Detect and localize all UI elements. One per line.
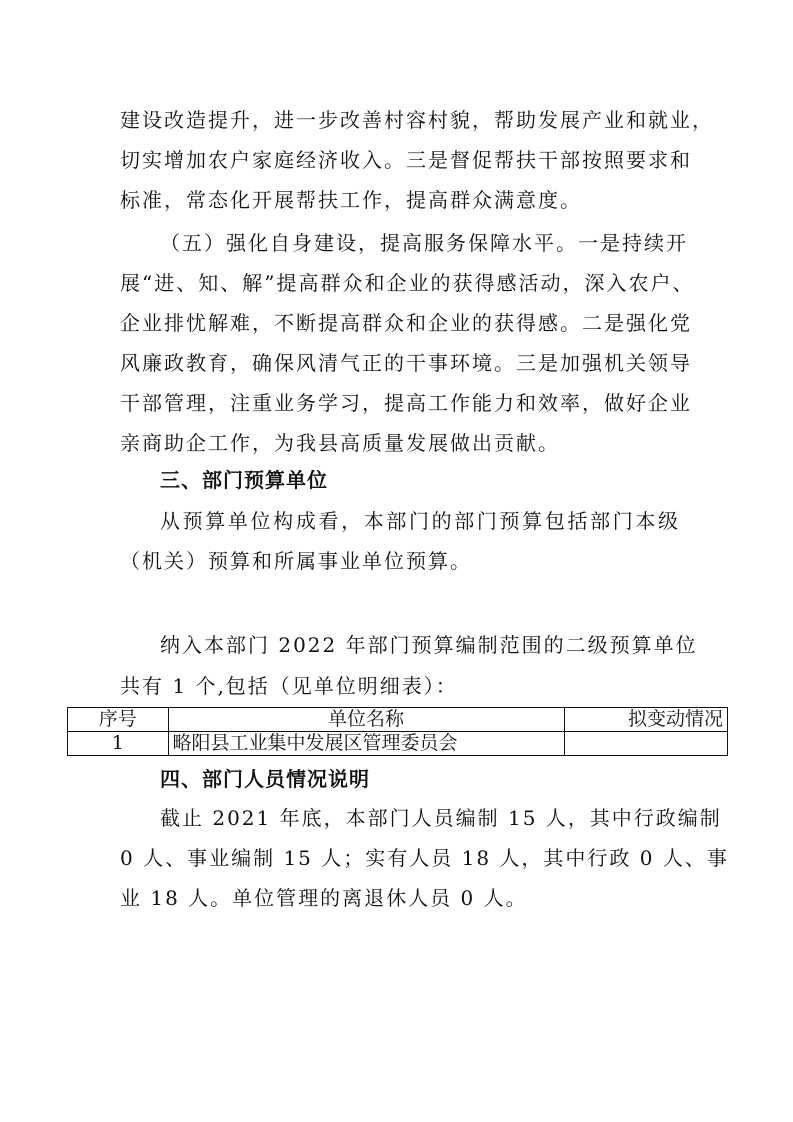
paragraph-line: 干部管理，注重业务学习，提高工作能力和效率，做好企业 [120, 391, 692, 415]
paragraph-line: 业 18 人。单位管理的离退休人员 0 人。 [120, 886, 528, 910]
paragraph-line: 共有 1 个,包括（见单位明细表）： [120, 674, 458, 698]
table-cell: 1 [68, 732, 169, 756]
table-header-cell: 单位名称 [168, 708, 564, 732]
table-cell: 略阳县工业集中发展区管理委员会 [168, 732, 564, 756]
paragraph-line: 纳入本部门 2022 年部门预算编制范围的二级预算单位 [160, 633, 698, 657]
section-heading: 四、部门人员情况说明 [160, 767, 370, 791]
paragraph-line: 从预算单位构成看，本部门的部门预算包括部门本级 [160, 509, 680, 533]
table-cell [564, 732, 727, 756]
table-row [68, 732, 728, 756]
paragraph-line: 企业排忧解难，不断提高群众和企业的获得感。二是强化党 [120, 311, 692, 335]
paragraph-line: （五）强化自身建设，提高服务保障水平。一是持续开 [160, 231, 688, 255]
paragraph-line: 0 人、事业编制 15 人；实有人员 18 人，其中行政 0 人、事 [120, 846, 729, 870]
section-heading: 三、部门预算单位 [160, 468, 328, 492]
table-header-cell: 序号 [68, 708, 169, 732]
paragraph-line: （机关）预算和所属事业单位预算。 [120, 549, 472, 573]
paragraph-line: 亲商助企工作，为我县高质量发展做出贡献。 [120, 431, 560, 455]
paragraph-line: 标准，常态化开展帮扶工作，提高群众满意度。 [120, 188, 582, 212]
paragraph-line: 建设改造提升，进一步改善村容村貌，帮助发展产业和就业， [120, 108, 714, 132]
table-header-cell: 拟变动情况 [564, 708, 727, 732]
unit-detail-table [67, 707, 728, 756]
paragraph-line: 截止 2021 年底，本部门人员编制 15 人，其中行政编制 [160, 806, 722, 830]
paragraph-line: 风廉政教育，确保风清气正的干事环境。三是加强机关领导 [120, 351, 692, 375]
paragraph-line: 切实增加农户家庭经济收入。三是督促帮扶干部按照要求和 [120, 148, 692, 172]
table-header-row [68, 708, 728, 732]
paragraph-line: 展“进、知、解”提高群众和企业的获得感活动，深入农户、 [120, 271, 695, 295]
